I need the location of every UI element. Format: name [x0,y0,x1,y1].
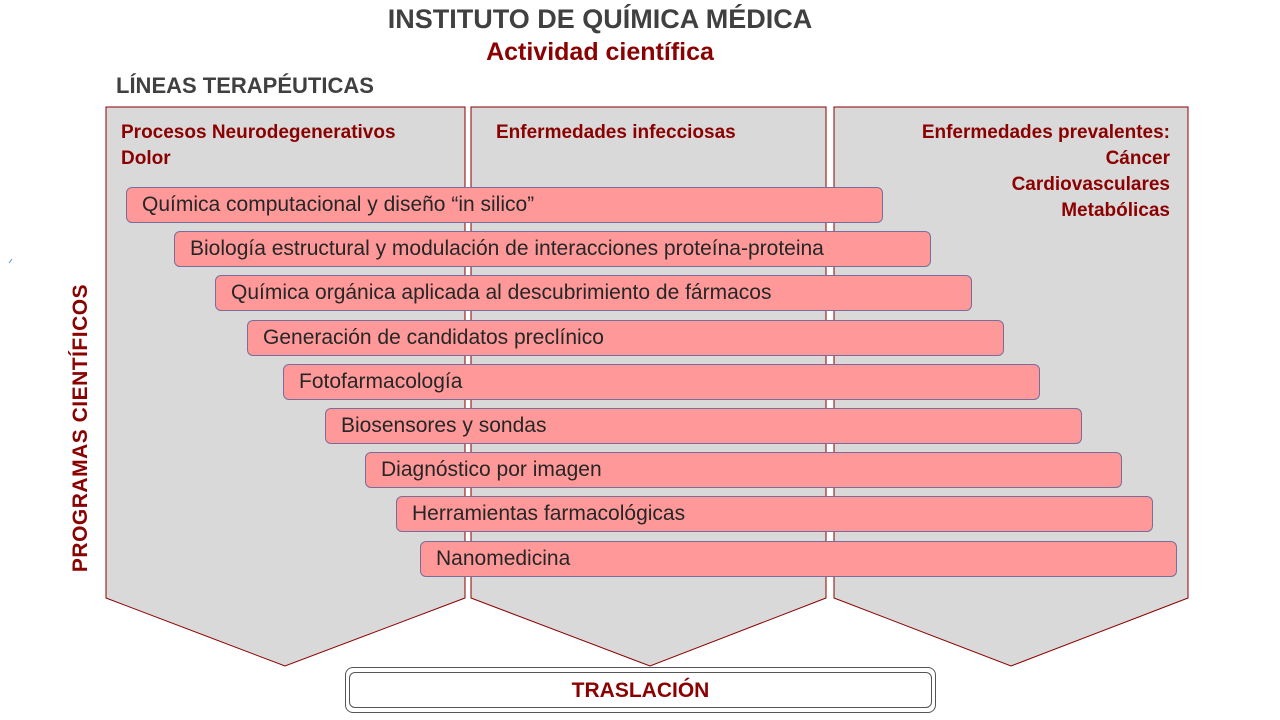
program-photopharmacology: Fotofarmacología [283,364,1040,400]
line-infectious [496,120,816,146]
program-preclinical-candidates: Generación de candidatos preclínico [247,320,1004,356]
line-prevalent-title: Enfermedades prevalentes: [921,122,1170,143]
line-cardiovascular: Cardiovasculares [1011,174,1170,195]
program-organic-chemistry: Química orgánica aplicada al descubrimiento de fármacos [215,275,972,311]
slash-mark-icon [8,258,14,264]
line-neurodegenerative [121,120,451,172]
program-structural-biology: Biología estructural y modulación de interacciones proteína-proteina [174,231,931,267]
therapeutic-lines-heading: LÍNEAS TERAPÉUTICAS [116,73,374,98]
program-computational-chemistry: Química computacional y diseño “in silico” [126,187,883,223]
main-title: INSTITUTO DE QUÍMICA MÉDICA [387,4,813,34]
line-neurodegenerative-title: Procesos Neurodegenerativos [121,122,396,143]
program-pharmacological-tools: Herramientas farmacológicas [396,496,1153,532]
program-nanomedicine: Nanomedicina [420,541,1177,577]
line-cancer: Cáncer [1105,148,1170,169]
program-imaging-diagnosis: Diagnóstico por imagen [365,452,1122,488]
line-prevalent [840,120,1170,224]
program-biosensors: Biosensores y sondas [325,408,1082,444]
translation-box [345,667,936,713]
scientific-programs-label: PROGRAMAS CIENTÍFICOS [69,283,92,573]
line-pain: Dolor [121,148,171,169]
subtitle: Actividad científica [486,38,714,66]
line-metabolic: Metabólicas [1061,200,1170,221]
line-infectious-title: Enfermedades infecciosas [496,122,736,143]
translation-label: TRASLACIÓN [349,672,932,708]
